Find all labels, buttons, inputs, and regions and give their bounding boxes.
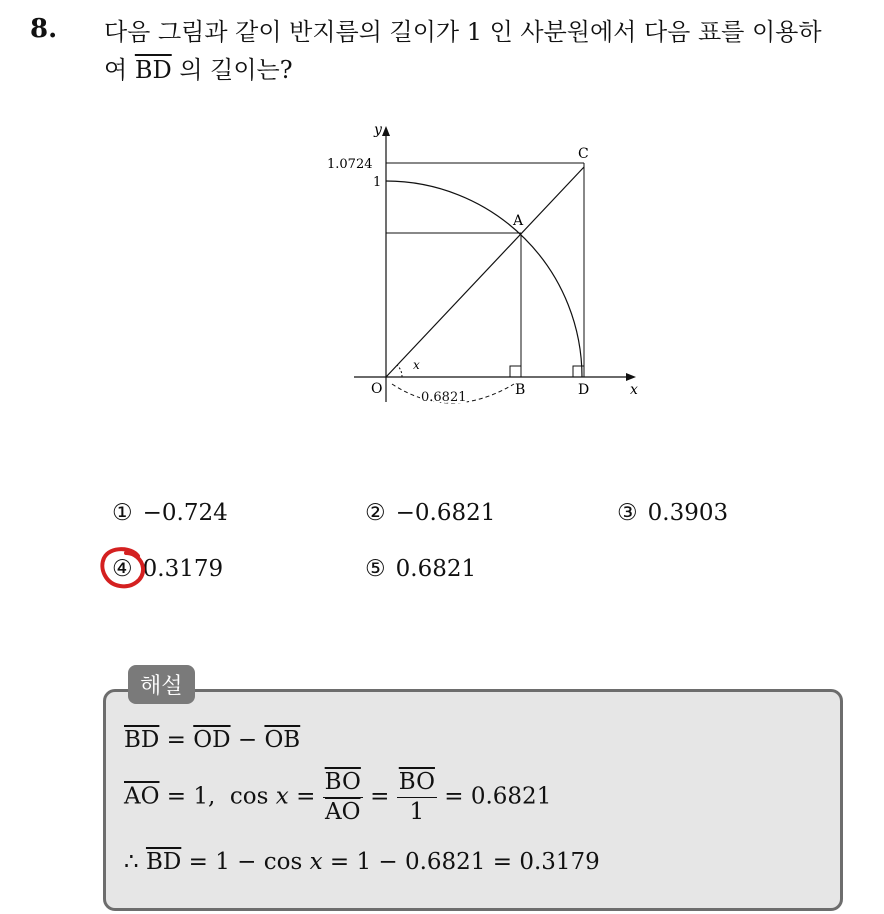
variable-x: x [309, 849, 323, 875]
segment-bo: $\overline{BO}$ [324, 769, 361, 795]
equation-part: = 1 − cos [181, 849, 303, 875]
y-axis-arrow-icon [382, 126, 390, 136]
tick-label-1-0724: 1.0724 [327, 157, 373, 172]
segment-bd: $\overline{BD}$ [134, 56, 172, 84]
answer-circle-mark-icon [98, 544, 150, 592]
question-prefix: 여 [104, 56, 135, 84]
question-text-line1: 다음 그림과 같이 반지름의 길이가 1 인 사분원에서 다음 표를 이용하 [104, 18, 822, 46]
quarter-circle-arc [386, 181, 582, 377]
equation-part: = 0.6821 [436, 783, 552, 810]
choice-5[interactable] [365, 556, 476, 582]
choice-3[interactable] [617, 500, 728, 526]
segment-bd: $\overline{BD}$ [124, 727, 160, 753]
equals: = [159, 727, 194, 753]
variable-x: x [275, 783, 289, 810]
point-o-label: O [371, 381, 383, 397]
point-d-label: D [578, 382, 590, 398]
segment-bd: $\overline{BD}$ [145, 849, 182, 875]
choice-4-value: 0.3179 [142, 556, 224, 582]
choice-2-value: −0.6821 [395, 500, 496, 526]
angle-x-label: x [413, 358, 420, 372]
angle-x-arc [397, 365, 402, 377]
point-a-label: A [513, 213, 524, 229]
point-b-label: B [515, 382, 526, 398]
question-number: 8. [30, 14, 58, 44]
therefore-symbol: ∴ [124, 849, 146, 875]
ray-oc [386, 167, 584, 377]
arc-length-label: 0.6821 [421, 390, 467, 405]
solution-line-1 [124, 727, 300, 753]
choice-1[interactable] [112, 500, 228, 526]
choice-3-mark: ③ [617, 500, 638, 526]
tick-label-1: 1 [373, 175, 382, 190]
choice-5-mark: ⑤ [365, 556, 386, 582]
choice-2-mark: ② [365, 500, 386, 526]
solution-line-2 [124, 768, 551, 827]
right-angle-b-icon [510, 366, 521, 377]
equation-part: = [288, 783, 323, 810]
fraction-bo-over-ao [323, 768, 363, 827]
equation-part: = 1, cos [159, 783, 269, 810]
minus: − [230, 727, 265, 753]
point-c-label: C [578, 146, 589, 162]
segment-ao: $\overline{AO}$ [124, 783, 160, 810]
question-text-line2 [104, 50, 293, 85]
y-axis-label: y [374, 122, 382, 138]
solution-tag: 해설 [128, 665, 195, 704]
choice-3-value: 0.3903 [647, 500, 729, 526]
unit-circle-figure [300, 112, 660, 412]
x-axis-arrow-icon [626, 373, 636, 381]
segment-od: $\overline{OD}$ [193, 727, 231, 753]
solution-line-3 [124, 849, 600, 875]
segment-ao: AO [325, 798, 361, 825]
question-suffix: 의 길이는? [171, 56, 293, 84]
segment-bo: $\overline{BO}$ [398, 769, 435, 795]
denominator-1: 1 [409, 798, 425, 825]
fraction-bo-over-1 [397, 768, 437, 827]
choice-4-mark: ④ [112, 556, 133, 582]
choice-1-mark: ① [112, 500, 133, 526]
x-axis-label: x [630, 382, 638, 398]
equation-part: = 1 − 0.6821 = 0.3179 [322, 849, 600, 875]
equation-part: = [362, 783, 397, 810]
choice-5-value: 0.6821 [395, 556, 477, 582]
choice-1-value: −0.724 [142, 500, 228, 526]
choice-2[interactable] [365, 500, 495, 526]
segment-ob: $\overline{OB}$ [264, 727, 301, 753]
